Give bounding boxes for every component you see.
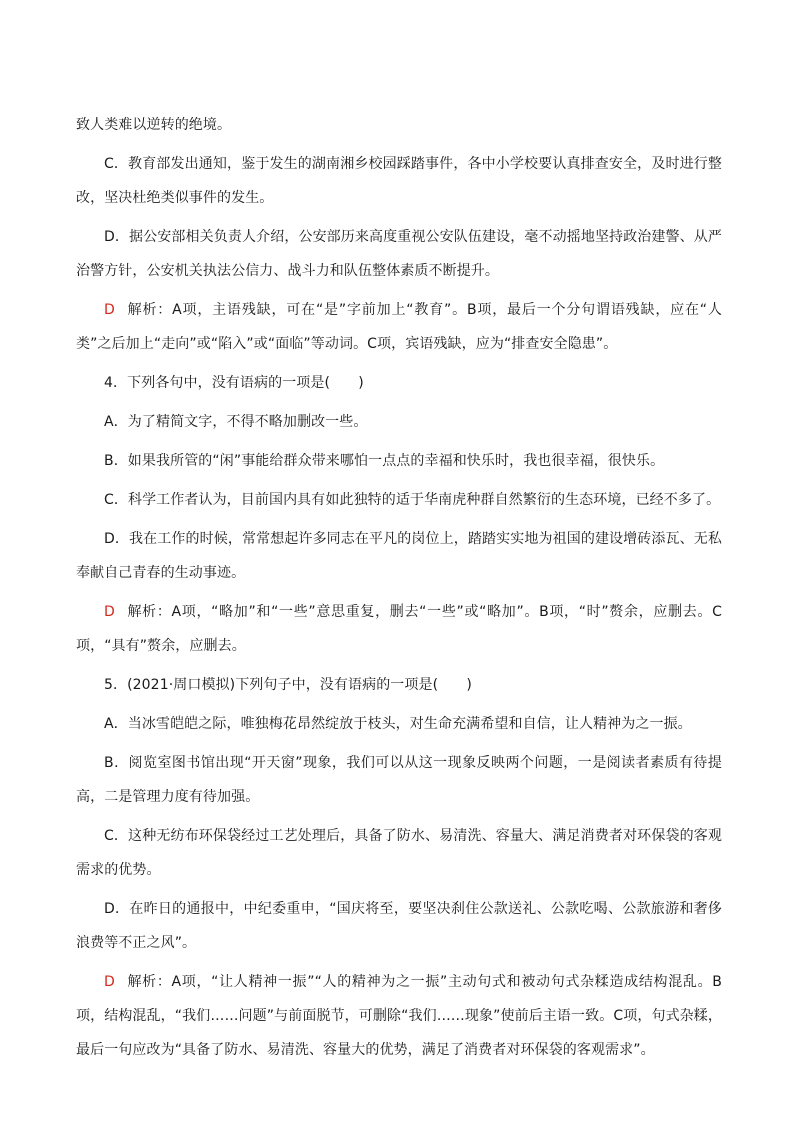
option-b: B．阅览室图书馆出现“开天窗”现象，我们可以从这一现象反映两个问题，一是阅读者素质有待提高，二是管理力度有待加强。 xyxy=(76,755,722,805)
answer-label: D xyxy=(104,604,115,620)
analysis-4 xyxy=(76,595,722,663)
option-c: C．科学工作者认为，目前国内具有如此独特的适于华南虎种群自然繁衍的生态环境，已经不多了。 xyxy=(104,492,721,508)
question-5: 5．(2021·周口模拟)下列句子中，没有语病的一项是( ) xyxy=(104,677,472,693)
analysis-text: 解析：A项，“让人精神一振”“人的精神为之一振”主动句式和被动句式杂糅造成结构混乱。B项，结构混乱，“我们……问题”与前面脱节，可删除“我们……现象”使前后主语一致。C项，句式杂糅，最后一句应改为“具备了防水、易清洗、容量大的优势，满足了消费者对环保袋的客观需求”。 xyxy=(76,974,722,1058)
analysis-text: 解析：A项，主语残缺，可在“是”字前加上“教育”。B项，最后一个分句谓语残缺，应在“人类”之后加上“走向”或“陷入”或“面临”等动词。C项，宾语残缺，应为“排查安全隐患”。 xyxy=(76,302,722,352)
option-a: A．为了精简文字，不得不略加删改一些。 xyxy=(104,414,368,430)
option-a: A．当冰雪皑皑之际，唯独梅花昂然绽放于枝头，对生命充满希望和自信，让人精神为之一振。 xyxy=(104,716,692,732)
answer-label: D xyxy=(104,302,115,318)
document-content xyxy=(76,108,722,1072)
analysis-3 xyxy=(76,293,722,361)
analysis-5 xyxy=(76,965,722,1067)
continued-text: 致人类难以逆转的绝境。 xyxy=(76,117,232,133)
option-c: C．这种无纺布环保袋经过工艺处理后，具备了防水、易清洗、容量大、满足消费者对环保袋的客观需求的优势。 xyxy=(76,828,722,878)
analysis-text: 解析：A项，“略加”和“一些”意思重复，删去“一些”或“略加”。B项，“时”赘余，应删去。C项，“具有”赘余，应删去。 xyxy=(76,604,722,654)
option-d: D．在昨日的通报中，中纪委重申，“国庆将至，要坚决刹住公款送礼、公款吃喝、公款旅游和奢侈浪费等不正之风”。 xyxy=(76,901,722,951)
option-c: C．教育部发出通知，鉴于发生的湖南湘乡校园踩踏事件，各中小学校要认真排查安全，及时进行整改，坚决杜绝类似事件的发生。 xyxy=(76,156,722,206)
answer-label: D xyxy=(104,974,115,990)
option-d: D．据公安部相关负责人介绍，公安部历来高度重视公安队伍建设，毫不动摇地坚持政治建警、从严治警方针，公安机关执法公信力、战斗力和队伍整体素质不断提升。 xyxy=(76,229,722,279)
option-b: B．如果我所管的“闲”事能给群众带来哪怕一点点的幸福和快乐时，我也很幸福，很快乐。 xyxy=(104,453,665,469)
question-4: 4．下列各句中，没有语病的一项是( ) xyxy=(104,375,364,391)
option-d: D．我在工作的时候，常常想起许多同志在平凡的岗位上，踏踏实实地为祖国的建设增砖添瓦、无私奉献自己青春的生动事迹。 xyxy=(76,531,722,581)
